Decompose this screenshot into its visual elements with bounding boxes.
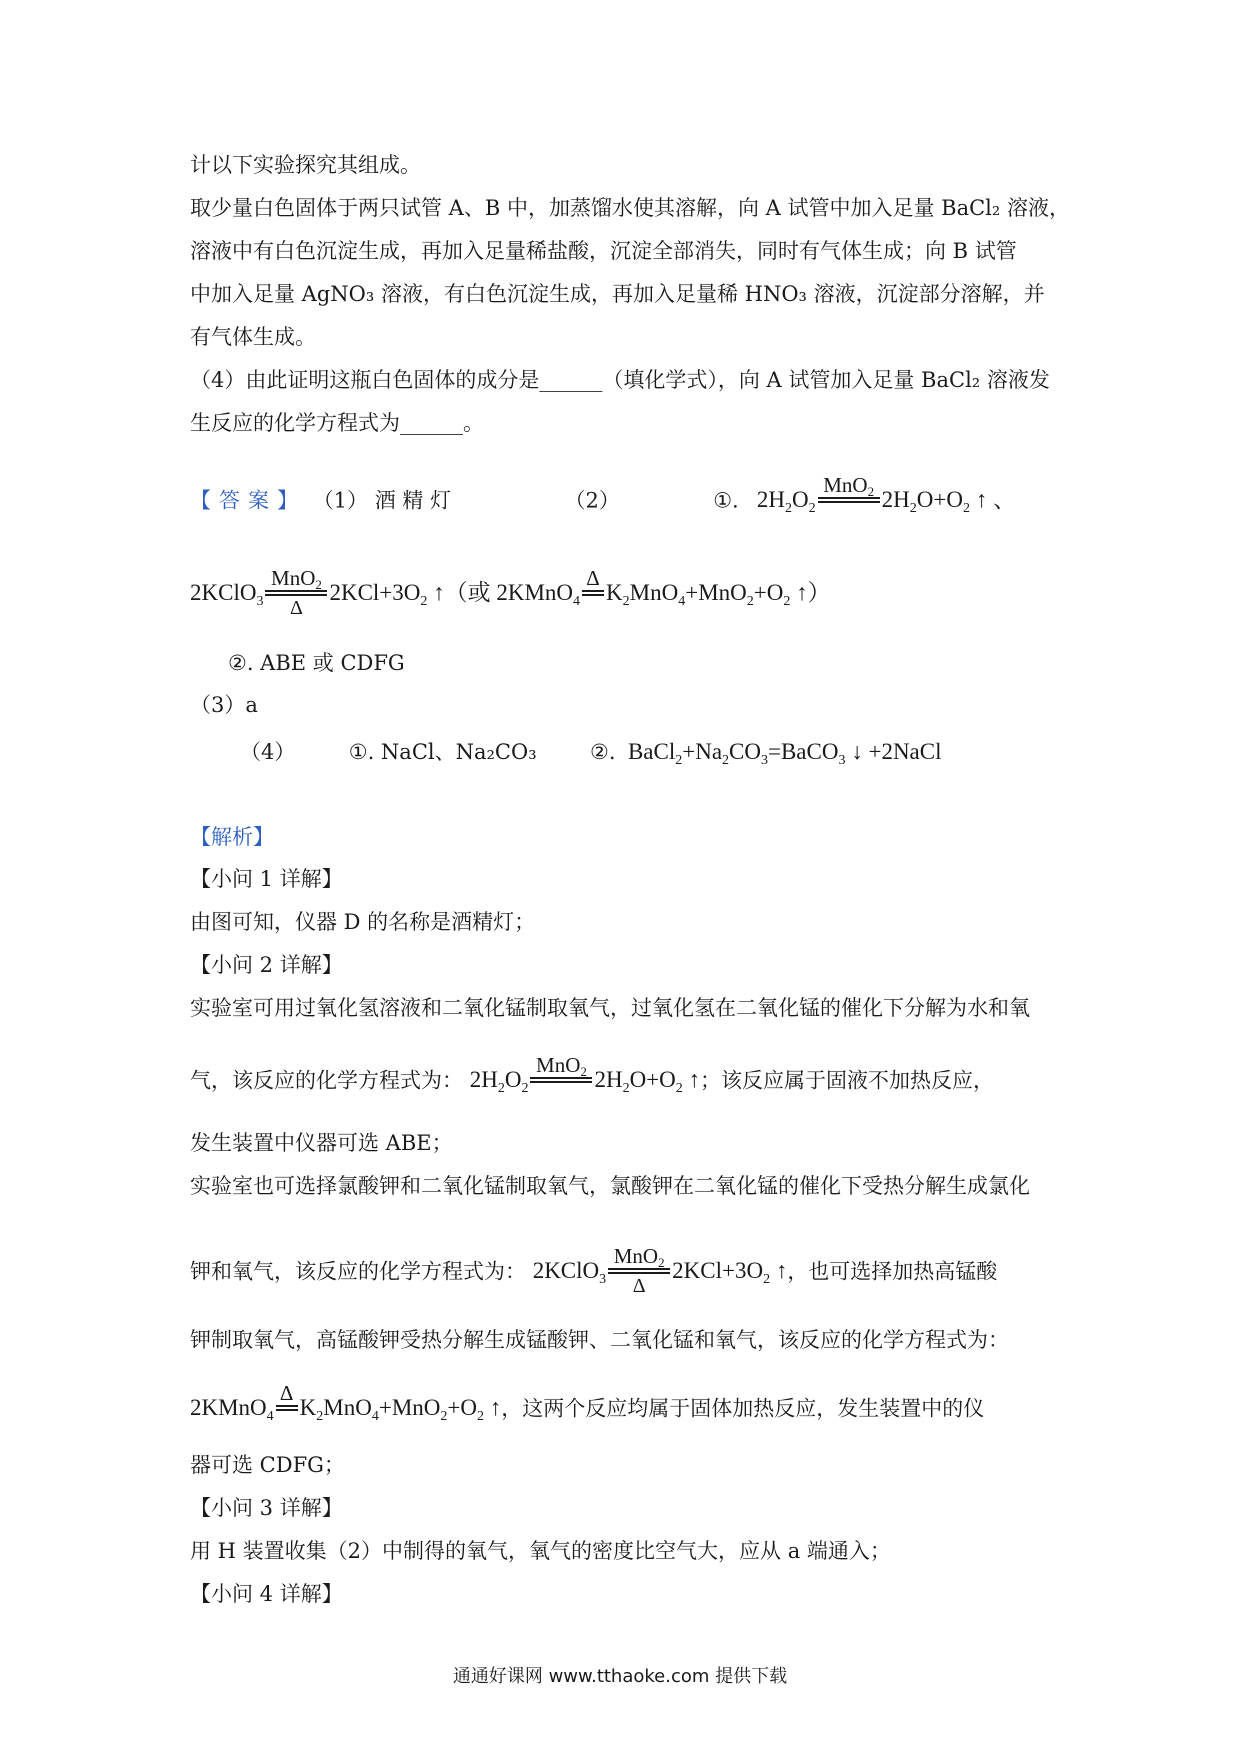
intro-line-3: 溶液中有白色沉淀生成，再加入足量稀盐酸，沉淀全部消失，同时有气体生成；向 B 试管 xyxy=(190,239,1017,263)
answer-part-1: （1） 酒 精 灯 xyxy=(312,488,452,513)
subquestion-2-heading: 【小问 2 详解】 xyxy=(190,953,343,977)
equation-h2o2: $2H_2O_2$ MnO$_2$ $2H_2O+O_2$ ↑ 、 xyxy=(745,487,1016,512)
intro-line-4: 中加入足量 AgNO₃ 溶液，有白色沉淀生成，再加入足量稀 HNO₃ 溶液，沉淀部分溶解，并 xyxy=(190,282,1045,306)
answer-line-2 xyxy=(190,568,831,622)
answer-line-1 xyxy=(190,475,1016,515)
answer-choice-2: ②. ABE 或 CDFG xyxy=(228,651,405,675)
question-4-line-1: （4）由此证明这瓶白色固体的成分是______（填化学式），向 A 试管加入足量 BaCl₂ 溶液发 xyxy=(190,368,1050,392)
subquestion-2-line-1: 实验室可用过氧化氢溶液和二氧化锰制取氧气，过氧化氢在二氧化锰的催化下分解为水和氧 xyxy=(190,996,1030,1020)
equation-kclo3: 2KClO$_3$ MnO$_2$ Δ $2KCl+3O_2$ ↑（或 xyxy=(190,566,497,619)
intro-line-2: 取少量白色固体于两只试管 A、B 中，加蒸馏水使其溶解，向 A 试管中加入足量 BaCl₂ 溶液， xyxy=(190,196,1070,220)
answer-q3: （3）a xyxy=(190,693,258,717)
subquestion-2-line-7: 2KMnO$_4$ Δ $K_2MnO_4+MnO_2+O_2$ ↑，这两个反应均属于固体加热反应，发生装置中的仪 xyxy=(190,1381,985,1425)
subquestion-2-line-8: 器可选 CDFG； xyxy=(190,1453,345,1477)
subquestion-2-line-3: 发生装置中仪器可选 ABE； xyxy=(190,1131,453,1155)
page-footer: 通通好课网 www.tthaoke.com 提供下载 xyxy=(452,1666,788,1687)
subquestion-1-heading: 【小问 1 详解】 xyxy=(190,867,343,891)
equation-kmno4-alt: 2KMnO$_4$ Δ $K_2MnO_4+MnO_2+O_2$ ↑） xyxy=(496,580,830,605)
analysis-equation-kmno4: 2KMnO$_4$ Δ $K_2MnO_4+MnO_2+O_2$ ↑ xyxy=(190,1381,502,1425)
answer-tag: 【答案】 xyxy=(190,488,306,513)
subquestion-3-heading: 【小问 3 详解】 xyxy=(190,1496,343,1520)
analysis-equation-kclo3: 2KClO$_3$ MnO$_2$ Δ $2KCl+3O_2$ ↑ xyxy=(532,1244,788,1297)
answer-choice-1: ①. xyxy=(713,488,739,513)
answer-q4-choice-1: ①. NaCl、Na₂CO₃ xyxy=(348,740,537,764)
subquestion-3-text: 用 H 装置收集（2）中制得的氧气，氧气的密度比空气大，应从 a 端通入； xyxy=(190,1539,891,1563)
question-4-line-2: 生反应的化学方程式为______。 xyxy=(190,411,484,435)
answer-part-2: （2） xyxy=(564,488,620,513)
subquestion-2-line-6: 钾制取氧气，高锰酸钾受热分解生成锰酸钾、二氧化锰和氧气，该反应的化学方程式为： xyxy=(190,1328,1009,1352)
answer-q4 xyxy=(240,737,942,767)
subquestion-2-line-4: 实验室也可选择氯酸钾和二氧化锰制取氧气，氯酸钾在二氧化锰的催化下受热分解生成氯化 xyxy=(190,1174,1030,1198)
analysis-equation-h2o2: $2H_2O_2$ MnO$_2$ $2H_2O+O_2$ ↑ xyxy=(469,1053,701,1097)
subquestion-2-line-5: 钾和氧气，该反应的化学方程式为： 2KClO$_3$ MnO$_2$ Δ $2KCl+3O_2$ ↑，也可选择加热高锰酸 xyxy=(190,1244,998,1297)
analysis-tag: 【解析】 xyxy=(190,825,274,849)
subquestion-4-heading: 【小问 4 详解】 xyxy=(190,1582,343,1606)
subquestion-2-line-2: 气，该反应的化学方程式为： $2H_2O_2$ MnO$_2$ $2H_2O+O_2$ ↑；该反应属于固液不加热反应， xyxy=(190,1053,995,1097)
catalyst-condition: MnO$_2$ xyxy=(818,473,880,527)
equation-bacl2: $BaCl_2+Na_2CO_3=BaCO_3$ ↓ +2NaCl xyxy=(627,739,942,768)
subquestion-1-text: 由图可知，仪器 D 的名称是酒精灯； xyxy=(190,910,536,934)
answer-q4-label: （4） xyxy=(240,740,296,764)
intro-line-1: 计以下实验探究其组成。 xyxy=(190,153,421,177)
intro-line-5: 有气体生成。 xyxy=(190,325,316,349)
catalyst-heat-condition: MnO$_2$ Δ xyxy=(265,566,327,620)
answer-q4-choice-2: ②. xyxy=(590,740,616,764)
heat-condition: Δ xyxy=(582,566,604,620)
